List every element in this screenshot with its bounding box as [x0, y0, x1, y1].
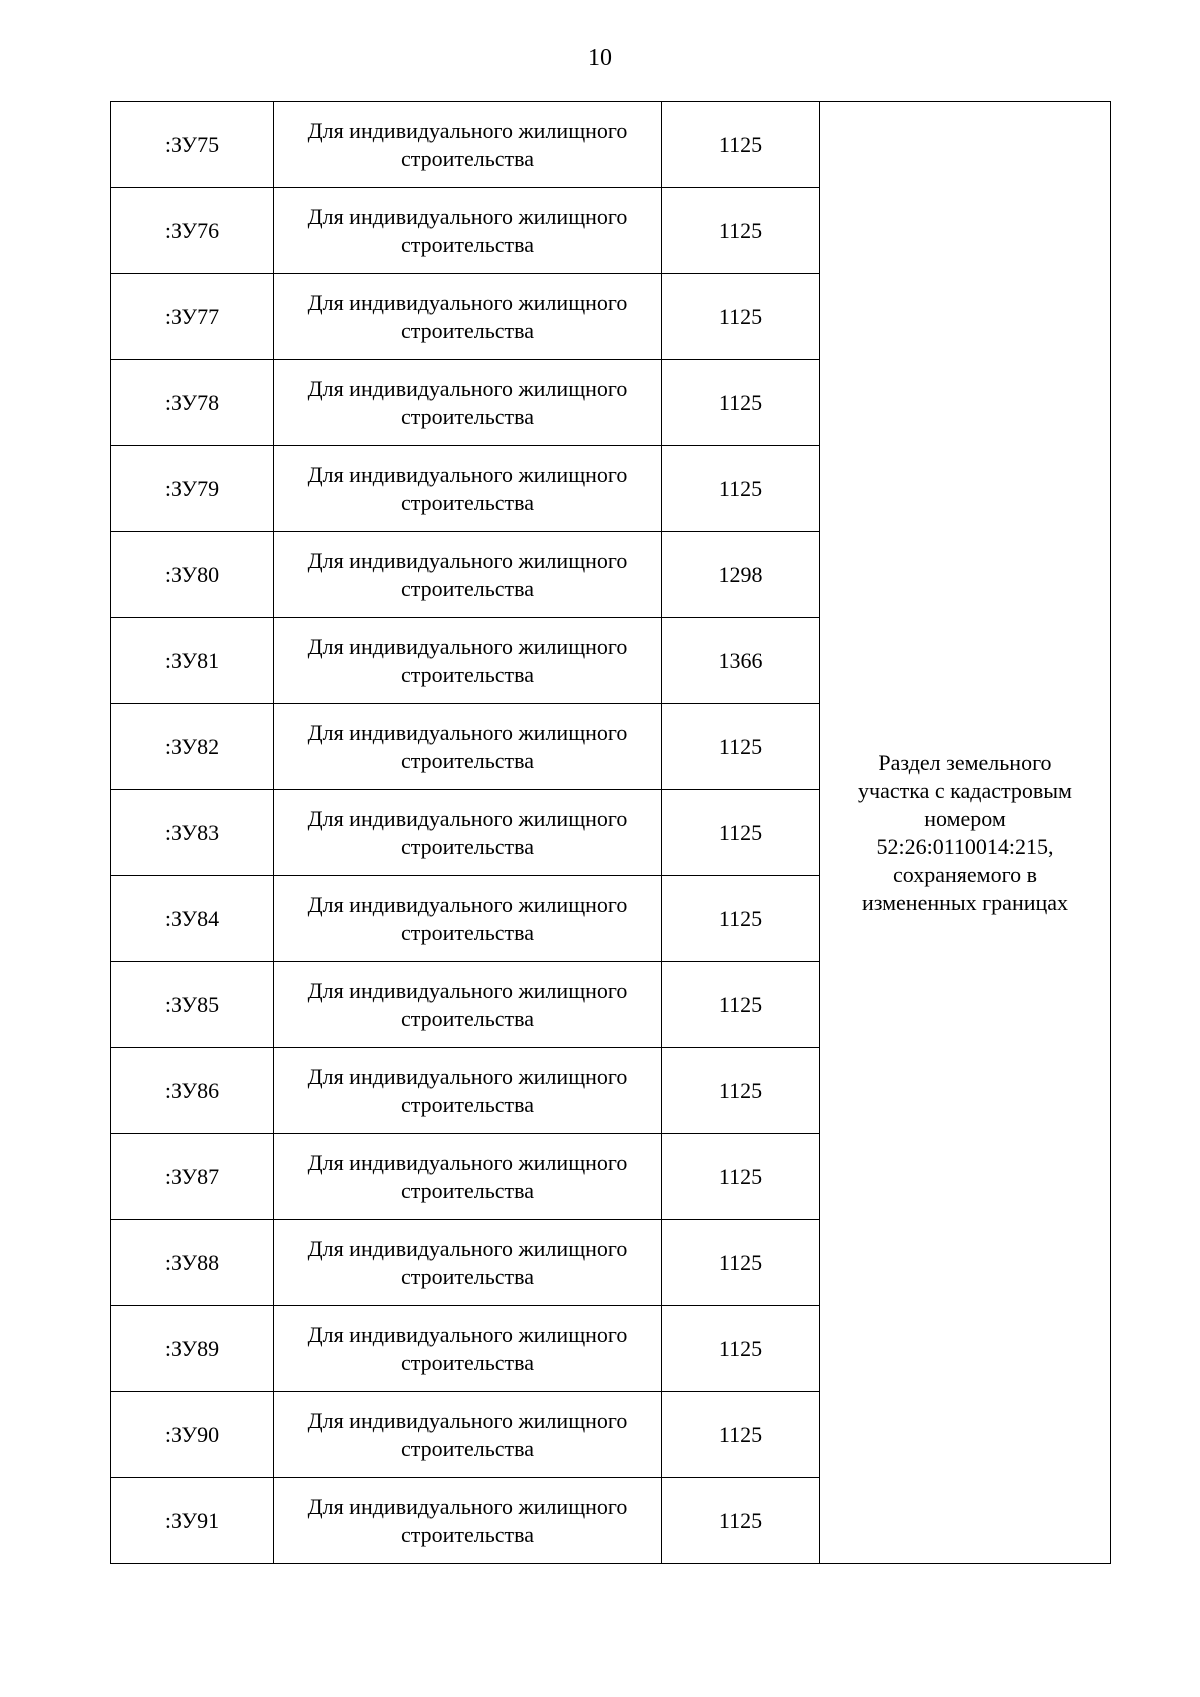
permitted-use-line-2: строительства — [400, 231, 535, 257]
permitted-use-cell — [274, 1392, 662, 1478]
plot-id-cell: :ЗУ87 — [111, 1134, 274, 1220]
permitted-use-cell — [274, 360, 662, 446]
plot-area-cell: 1125 — [662, 1134, 820, 1220]
permitted-use-line-1: Для индивидуального жилищного — [307, 375, 628, 401]
plot-area-cell: 1125 — [662, 1478, 820, 1564]
plot-id-cell: :ЗУ76 — [111, 188, 274, 274]
permitted-use-cell — [274, 876, 662, 962]
permitted-use-line-2: строительства — [400, 1005, 535, 1031]
plot-area-cell: 1125 — [662, 446, 820, 532]
permitted-use-cell — [274, 1306, 662, 1392]
permitted-use-cell — [274, 188, 662, 274]
permitted-use-line-2: строительства — [400, 1177, 535, 1203]
permitted-use-cell — [274, 790, 662, 876]
plot-id-cell: :ЗУ91 — [111, 1478, 274, 1564]
permitted-use-line-2: строительства — [400, 1435, 535, 1461]
permitted-use-line-2: строительства — [400, 747, 535, 773]
permitted-use-line-2: строительства — [400, 317, 535, 343]
permitted-use-line-2: строительства — [400, 919, 535, 945]
permitted-use-line-2: строительства — [400, 403, 535, 429]
plot-id-cell: :ЗУ79 — [111, 446, 274, 532]
formation-method-line: 52:26:0110014:215, — [876, 833, 1054, 859]
permitted-use-line-1: Для индивидуального жилищного — [307, 117, 628, 143]
plot-area-cell: 1125 — [662, 1306, 820, 1392]
permitted-use-cell — [274, 102, 662, 188]
plot-area-cell: 1366 — [662, 618, 820, 704]
permitted-use-line-2: строительства — [400, 489, 535, 515]
permitted-use-line-2: строительства — [400, 661, 535, 687]
permitted-use-cell — [274, 1478, 662, 1564]
formation-method-line: измененных границах — [861, 889, 1069, 915]
permitted-use-line-1: Для индивидуального жилищного — [307, 1235, 628, 1261]
permitted-use-line-1: Для индивидуального жилищного — [307, 633, 628, 659]
permitted-use-line-1: Для индивидуального жилищного — [307, 891, 628, 917]
formation-method-line: участка с кадастровым — [858, 777, 1072, 803]
plot-id-cell: :ЗУ82 — [111, 704, 274, 790]
plot-id-cell: :ЗУ85 — [111, 962, 274, 1048]
plot-id-cell: :ЗУ89 — [111, 1306, 274, 1392]
permitted-use-cell — [274, 704, 662, 790]
permitted-use-line-1: Для индивидуального жилищного — [307, 1149, 628, 1175]
permitted-use-line-2: строительства — [400, 575, 535, 601]
plot-area-cell: 1125 — [662, 274, 820, 360]
permitted-use-cell — [274, 962, 662, 1048]
permitted-use-line-1: Для индивидуального жилищного — [307, 1321, 628, 1347]
permitted-use-line-1: Для индивидуального жилищного — [307, 547, 628, 573]
permitted-use-line-1: Для индивидуального жилищного — [307, 289, 628, 315]
plot-id-cell: :ЗУ78 — [111, 360, 274, 446]
page-number: 10 — [588, 45, 612, 71]
plot-id-cell: :ЗУ90 — [111, 1392, 274, 1478]
permitted-use-cell — [274, 274, 662, 360]
plot-id-cell: :ЗУ80 — [111, 532, 274, 618]
plot-area-cell: 1125 — [662, 1048, 820, 1134]
plot-area-cell: 1125 — [662, 876, 820, 962]
plot-id-cell: :ЗУ81 — [111, 618, 274, 704]
table-row — [111, 102, 1111, 188]
plot-area-cell: 1125 — [662, 188, 820, 274]
permitted-use-line-1: Для индивидуального жилищного — [307, 1493, 628, 1519]
plot-id-cell: :ЗУ88 — [111, 1220, 274, 1306]
plot-area-cell: 1125 — [662, 102, 820, 188]
table-body — [111, 102, 1111, 1564]
permitted-use-line-2: строительства — [400, 1521, 535, 1547]
plot-area-cell: 1125 — [662, 790, 820, 876]
formation-method-line: сохраняемого в — [893, 861, 1037, 887]
land-plot-table — [110, 101, 1111, 1564]
permitted-use-line-1: Для индивидуального жилищного — [307, 1407, 628, 1433]
permitted-use-cell — [274, 1134, 662, 1220]
plot-id-cell: :ЗУ75 — [111, 102, 274, 188]
permitted-use-cell — [274, 532, 662, 618]
permitted-use-line-1: Для индивидуального жилищного — [307, 461, 628, 487]
permitted-use-cell — [274, 1220, 662, 1306]
plot-area-cell: 1125 — [662, 1392, 820, 1478]
permitted-use-line-1: Для индивидуального жилищного — [307, 977, 628, 1003]
permitted-use-line-1: Для индивидуального жилищного — [307, 719, 628, 745]
plot-id-cell: :ЗУ83 — [111, 790, 274, 876]
plot-area-cell: 1298 — [662, 532, 820, 618]
plot-id-cell: :ЗУ77 — [111, 274, 274, 360]
permitted-use-line-2: строительства — [400, 145, 535, 171]
plot-area-cell: 1125 — [662, 704, 820, 790]
permitted-use-cell — [274, 446, 662, 532]
permitted-use-line-1: Для индивидуального жилищного — [307, 203, 628, 229]
permitted-use-line-2: строительства — [400, 1091, 535, 1117]
permitted-use-line-2: строительства — [400, 1263, 535, 1289]
plot-area-cell: 1125 — [662, 1220, 820, 1306]
permitted-use-cell — [274, 1048, 662, 1134]
permitted-use-cell — [274, 618, 662, 704]
plot-area-cell: 1125 — [662, 962, 820, 1048]
permitted-use-line-1: Для индивидуального жилищного — [307, 805, 628, 831]
plot-id-cell: :ЗУ84 — [111, 876, 274, 962]
plot-area-cell: 1125 — [662, 360, 820, 446]
formation-method-cell — [820, 102, 1111, 1564]
permitted-use-line-2: строительства — [400, 1349, 535, 1375]
plot-id-cell: :ЗУ86 — [111, 1048, 274, 1134]
permitted-use-line-2: строительства — [400, 833, 535, 859]
permitted-use-line-1: Для индивидуального жилищного — [307, 1063, 628, 1089]
formation-method-line: Раздел земельного — [878, 749, 1052, 775]
formation-method-line: номером — [924, 805, 1006, 831]
